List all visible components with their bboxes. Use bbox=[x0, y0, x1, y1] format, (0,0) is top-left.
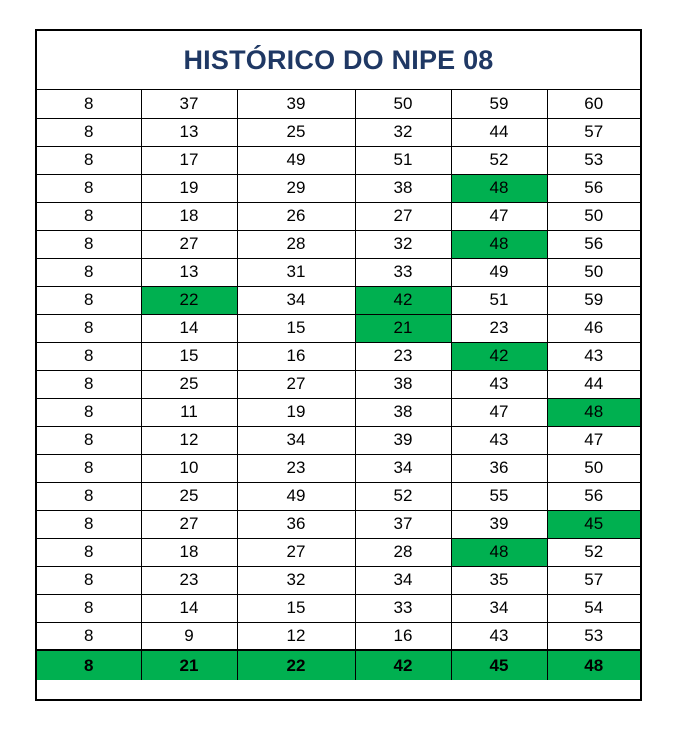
table-cell[interactable]: 8 bbox=[37, 538, 141, 566]
table-cell[interactable]: 35 bbox=[451, 566, 547, 594]
table-cell[interactable]: 36 bbox=[237, 510, 355, 538]
table-cell-highlighted[interactable]: 21 bbox=[355, 314, 451, 342]
table-cell[interactable]: 27 bbox=[237, 538, 355, 566]
table-cell[interactable]: 33 bbox=[355, 594, 451, 622]
table-cell[interactable]: 27 bbox=[355, 202, 451, 230]
table-cell[interactable]: 55 bbox=[451, 482, 547, 510]
table-cell[interactable]: 56 bbox=[547, 174, 640, 202]
table-cell[interactable]: 53 bbox=[547, 622, 640, 650]
table-cell[interactable]: 8 bbox=[37, 566, 141, 594]
table-cell[interactable]: 34 bbox=[355, 566, 451, 594]
table-cell[interactable]: 11 bbox=[141, 398, 237, 426]
table-cell[interactable]: 59 bbox=[547, 286, 640, 314]
table-cell[interactable]: 43 bbox=[451, 370, 547, 398]
table-cell[interactable]: 15 bbox=[237, 594, 355, 622]
table-cell[interactable]: 44 bbox=[451, 118, 547, 146]
table-cell[interactable]: 36 bbox=[451, 454, 547, 482]
table-cell[interactable]: 8 bbox=[37, 174, 141, 202]
table-cell[interactable]: 8 bbox=[37, 314, 141, 342]
table-cell[interactable]: 52 bbox=[547, 538, 640, 566]
table-row bbox=[37, 174, 640, 202]
table-cell[interactable]: 8 bbox=[37, 118, 141, 146]
table-row bbox=[37, 90, 640, 118]
table-cell[interactable]: 8 bbox=[37, 202, 141, 230]
table-cell[interactable]: 38 bbox=[355, 398, 451, 426]
table-row bbox=[37, 622, 640, 650]
table-cell[interactable]: 26 bbox=[237, 202, 355, 230]
table-row bbox=[37, 594, 640, 622]
table-cell[interactable]: 38 bbox=[355, 370, 451, 398]
table-cell[interactable]: 8 bbox=[37, 454, 141, 482]
table-cell[interactable]: 49 bbox=[237, 482, 355, 510]
table-cell[interactable]: 13 bbox=[141, 118, 237, 146]
table-row bbox=[37, 146, 640, 174]
table-cell[interactable]: 19 bbox=[237, 398, 355, 426]
table-cell[interactable]: 50 bbox=[355, 90, 451, 118]
table-cell-highlighted[interactable]: 42 bbox=[355, 286, 451, 314]
table-cell[interactable]: 57 bbox=[547, 566, 640, 594]
table-cell[interactable]: 23 bbox=[451, 314, 547, 342]
table-cell[interactable]: 8 bbox=[37, 286, 141, 314]
table-cell[interactable]: 51 bbox=[451, 286, 547, 314]
table-cell[interactable]: 16 bbox=[355, 622, 451, 650]
table-cell-highlighted[interactable]: 48 bbox=[547, 398, 640, 426]
table-cell[interactable]: 13 bbox=[141, 258, 237, 286]
table-cell[interactable]: 28 bbox=[355, 538, 451, 566]
table-row bbox=[37, 566, 640, 594]
table-cell[interactable]: 43 bbox=[451, 426, 547, 454]
table-cell[interactable]: 8 bbox=[37, 230, 141, 258]
table-cell[interactable]: 56 bbox=[547, 482, 640, 510]
table-cell-highlighted[interactable]: 48 bbox=[451, 230, 547, 258]
table-cell[interactable]: 18 bbox=[141, 202, 237, 230]
table-cell[interactable]: 8 bbox=[37, 398, 141, 426]
table-cell[interactable]: 8 bbox=[37, 258, 141, 286]
table-cell[interactable]: 37 bbox=[355, 510, 451, 538]
table-cell[interactable]: 25 bbox=[141, 482, 237, 510]
table-cell[interactable]: 49 bbox=[237, 146, 355, 174]
table-cell[interactable]: 29 bbox=[237, 174, 355, 202]
table-cell[interactable]: 51 bbox=[355, 146, 451, 174]
table-cell[interactable]: 8 bbox=[37, 426, 141, 454]
table-row bbox=[37, 538, 640, 566]
table-cell[interactable]: 34 bbox=[237, 286, 355, 314]
table-cell[interactable]: 39 bbox=[451, 510, 547, 538]
table-cell[interactable]: 54 bbox=[547, 594, 640, 622]
table-cell-highlighted[interactable]: 48 bbox=[451, 174, 547, 202]
table-cell[interactable]: 8 bbox=[37, 622, 141, 650]
table-cell[interactable]: 14 bbox=[141, 594, 237, 622]
summary-cell[interactable]: 8 bbox=[37, 650, 141, 680]
table-cell[interactable]: 44 bbox=[547, 370, 640, 398]
table-cell-highlighted[interactable]: 48 bbox=[451, 538, 547, 566]
table-cell[interactable]: 34 bbox=[451, 594, 547, 622]
table-row bbox=[37, 258, 640, 286]
summary-cell[interactable]: 48 bbox=[547, 650, 640, 680]
table-cell[interactable]: 34 bbox=[355, 454, 451, 482]
table-cell[interactable]: 19 bbox=[141, 174, 237, 202]
table-cell[interactable]: 25 bbox=[237, 118, 355, 146]
summary-cell[interactable]: 42 bbox=[355, 650, 451, 680]
table-cell[interactable]: 59 bbox=[451, 90, 547, 118]
table-cell[interactable]: 10 bbox=[141, 454, 237, 482]
table-cell[interactable]: 12 bbox=[141, 426, 237, 454]
table-cell[interactable]: 25 bbox=[141, 370, 237, 398]
table-cell[interactable]: 34 bbox=[237, 426, 355, 454]
page-title: HISTÓRICO DO NIPE 08 bbox=[183, 44, 494, 75]
table-cell[interactable]: 39 bbox=[237, 90, 355, 118]
table-cell[interactable]: 47 bbox=[451, 202, 547, 230]
summary-cell[interactable]: 45 bbox=[451, 650, 547, 680]
table-cell-highlighted[interactable]: 22 bbox=[141, 286, 237, 314]
table-cell[interactable]: 8 bbox=[37, 90, 141, 118]
grid-body bbox=[37, 90, 640, 680]
table-cell[interactable]: 37 bbox=[141, 90, 237, 118]
table-cell[interactable]: 32 bbox=[355, 118, 451, 146]
summary-row bbox=[37, 650, 640, 680]
table-cell[interactable]: 12 bbox=[237, 622, 355, 650]
summary-cell[interactable]: 21 bbox=[141, 650, 237, 680]
table-cell[interactable]: 8 bbox=[37, 146, 141, 174]
table-cell[interactable]: 15 bbox=[237, 314, 355, 342]
table-row bbox=[37, 454, 640, 482]
table-cell[interactable]: 50 bbox=[547, 258, 640, 286]
table-cell[interactable]: 17 bbox=[141, 146, 237, 174]
summary-cell[interactable]: 22 bbox=[237, 650, 355, 680]
table-row bbox=[37, 426, 640, 454]
table-cell[interactable]: 43 bbox=[451, 622, 547, 650]
table-row bbox=[37, 230, 640, 258]
spreadsheet-table bbox=[35, 29, 642, 701]
table-row bbox=[37, 202, 640, 230]
table-cell-highlighted[interactable]: 45 bbox=[547, 510, 640, 538]
table-cell[interactable]: 14 bbox=[141, 314, 237, 342]
table-cell[interactable]: 50 bbox=[547, 202, 640, 230]
table-cell[interactable]: 57 bbox=[547, 118, 640, 146]
table-cell[interactable]: 16 bbox=[237, 342, 355, 370]
table-cell[interactable]: 8 bbox=[37, 370, 141, 398]
table-cell[interactable]: 27 bbox=[141, 510, 237, 538]
table-cell[interactable]: 8 bbox=[37, 594, 141, 622]
table-cell[interactable]: 47 bbox=[547, 426, 640, 454]
table-cell[interactable]: 43 bbox=[547, 342, 640, 370]
title-cell[interactable] bbox=[37, 31, 640, 90]
table-cell[interactable]: 60 bbox=[547, 90, 640, 118]
table-cell[interactable]: 15 bbox=[141, 342, 237, 370]
table-row bbox=[37, 118, 640, 146]
table-cell[interactable]: 49 bbox=[451, 258, 547, 286]
table-cell[interactable]: 23 bbox=[355, 342, 451, 370]
table-cell[interactable]: 53 bbox=[547, 146, 640, 174]
table-cell[interactable]: 23 bbox=[237, 454, 355, 482]
table-row bbox=[37, 286, 640, 314]
table-cell[interactable]: 47 bbox=[451, 398, 547, 426]
table-cell[interactable]: 8 bbox=[37, 510, 141, 538]
table-cell[interactable]: 8 bbox=[37, 342, 141, 370]
table-cell[interactable]: 8 bbox=[37, 482, 141, 510]
table-row bbox=[37, 342, 640, 370]
table-cell[interactable]: 56 bbox=[547, 230, 640, 258]
table-row bbox=[37, 510, 640, 538]
table-cell[interactable]: 50 bbox=[547, 454, 640, 482]
table-cell[interactable]: 38 bbox=[355, 174, 451, 202]
table-cell[interactable]: 32 bbox=[355, 230, 451, 258]
table-cell-highlighted[interactable]: 42 bbox=[451, 342, 547, 370]
table-cell[interactable]: 27 bbox=[141, 230, 237, 258]
table-cell[interactable]: 39 bbox=[355, 426, 451, 454]
table-cell[interactable]: 32 bbox=[237, 566, 355, 594]
table-cell[interactable]: 23 bbox=[141, 566, 237, 594]
table-row bbox=[37, 482, 640, 510]
table-cell[interactable]: 9 bbox=[141, 622, 237, 650]
table-cell[interactable]: 46 bbox=[547, 314, 640, 342]
table-cell[interactable]: 31 bbox=[237, 258, 355, 286]
data-grid bbox=[37, 90, 640, 680]
table-cell[interactable]: 52 bbox=[355, 482, 451, 510]
table-row bbox=[37, 370, 640, 398]
table-cell[interactable]: 28 bbox=[237, 230, 355, 258]
table-row bbox=[37, 398, 640, 426]
table-row bbox=[37, 314, 640, 342]
table-cell[interactable]: 27 bbox=[237, 370, 355, 398]
table-cell[interactable]: 18 bbox=[141, 538, 237, 566]
table-cell[interactable]: 52 bbox=[451, 146, 547, 174]
table-cell[interactable]: 33 bbox=[355, 258, 451, 286]
